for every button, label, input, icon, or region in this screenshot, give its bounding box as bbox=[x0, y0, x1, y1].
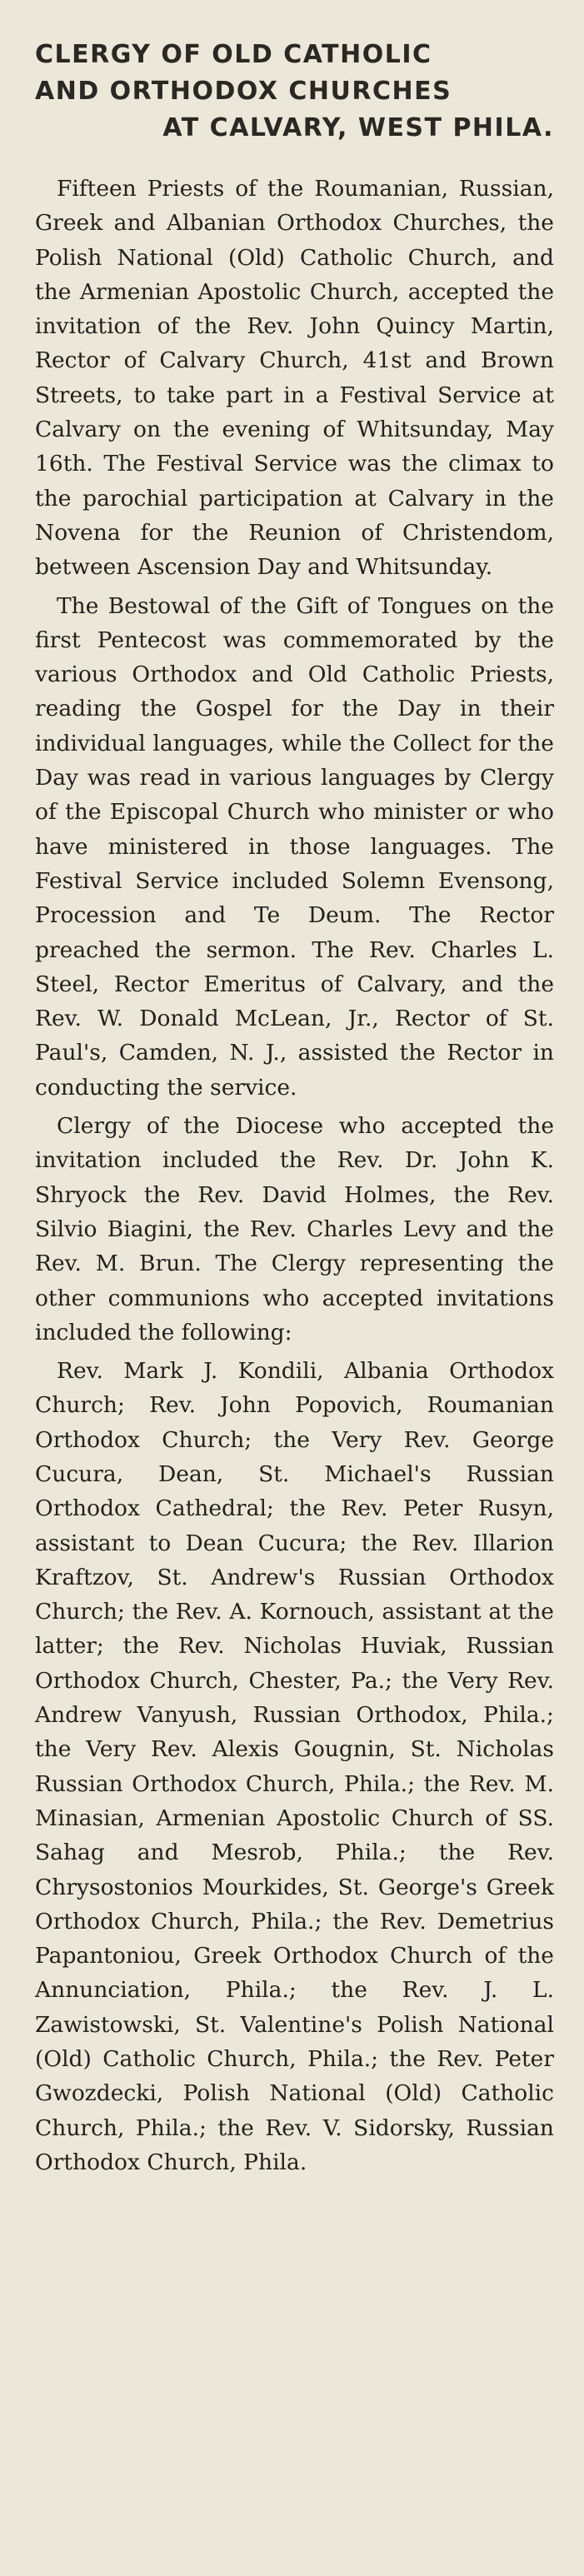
headline-line-3: AT CALVARY, WEST PHILA. bbox=[162, 113, 554, 142]
paragraph-gift-of-tongues: The Bestowal of the Gift of Tongues on the first Pentecost was commemorated by the various Orthodox and Old Catholic Priests, reading the Gospel for the Day in their individual languages, while the Collect for the Day was read in various languages by Clergy of the Episcopal Church who minister or who have ministered in those languages. The Festival Service included Solemn Evensong, Procession and Te Deum. The Rector preached the sermon. The Rev. Charles L. Steel, Rector Emeritus of Calvary, and the Rev. W. Donald McLean, Jr., Rector of St. Paul's, Camden, N. J., assisted the Rector in conducting the service. bbox=[35, 592, 554, 1101]
paragraph-festival-service: Fifteen Priests of the Roumanian, Russian, Greek and Albanian Orthodox Churches, the Polish National (Old) Catholic Church, and the Armenian Apostolic Church, accepted the invitation of the Rev. John Quincy Martin, Rector of Calvary Church, 41st and Brown Streets, to take part in a Festival Service at Calvary on the evening of Whitsunday, May 16th. The Festival Service was the climax to the parochial participation at Calvary in the Novena for the Reunion of Christendom, between Ascension Day and Whitsunday. bbox=[35, 176, 554, 581]
paragraph-diocese-clergy: Clergy of the Diocese who accepted the invitation included the Rev. Dr. John K. Shryock the Rev. David Holmes, the Rev. Silvio Biagini, the Rev. Charles Levy and the Rev. M. Brun. The Clergy representing the other communions who accepted invitations included the following: bbox=[35, 1113, 554, 1345]
headline-line-1: CLERGY OF OLD CATHOLIC bbox=[35, 40, 432, 69]
headline-line-2: AND ORTHODOX CHURCHES bbox=[35, 77, 452, 106]
paragraph-clergy-list: Rev. Mark J. Kondili, Albania Orthodox Church; Rev. John Popovich, Roumanian Orthodox Church; the Very Rev. George Cucura, Dean, St. Michael's Russian Orthodox Cathedral; the Rev. Peter Rusyn, assistant to Dean Cucura; the Rev. Illarion Kraftzov, St. Andrew's Russian Orthodox Church; the Rev. A. Kornouch, assistant at the latter; the Rev. Nicholas Huviak, Russian Orthodox Church, Chester, Pa.; the Very Rev. Andrew Vanyush, Russian Orthodox, Phila.; the Very Rev. Alexis Gougnin, St. Nicholas Russian Orthodox Church, Phila.; the Rev. M. Minasian, Armenian Apostolic Church of SS. Sahag and Mesrob, Phila.; the Rev. Chrysostonios Mourkides, St. George's Greek Orthodox Church, Phila.; the Rev. Demetrius Papantoniou, Greek Orthodox Church of the Annunciation, Phila.; the Rev. J. L. Zawistowski, St. Valentine's Polish National (Old) Catholic Church, Phila.; the Rev. Peter Gwozdecki, Polish National (Old) Catholic Church, Phila.; the Rev. V. Sidorsky, Russian Orthodox Church, Phila. bbox=[35, 1358, 554, 2175]
article-headline bbox=[35, 37, 554, 147]
